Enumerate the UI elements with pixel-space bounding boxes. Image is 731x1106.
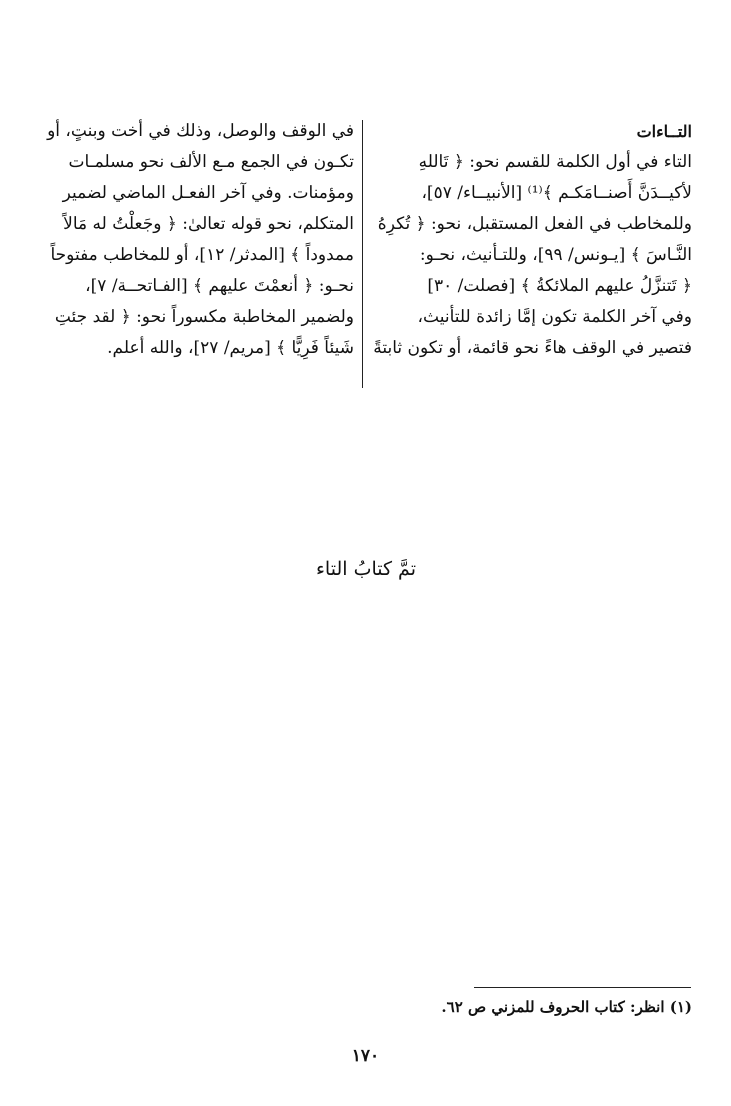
section-heading: التــاءات — [636, 122, 692, 141]
text-line: فتصير في الوقف هاءً نحو قائمة، أو تكون ثابتةً — [373, 338, 692, 358]
text-line: وللمخاطب في الفعل المستقبل، نحو: ﴿ تُكرِهُ — [377, 214, 692, 234]
book-end-note: تمَّ كتابُ التاء — [316, 558, 416, 580]
text-line: ﴿ تَتنزَّلُ عليهم الملائكةُ ﴾ [فصلت/ ٣٠] — [427, 276, 692, 296]
text-line: في الوقف والوصل، وذلك في أخت وبنتٍ، أو — [47, 121, 354, 141]
text-line: نحـو: ﴿ أنعمْتَ عليهم ﴾ [الفـاتحــة/ ٧]، — [85, 276, 354, 296]
footnote-divider — [474, 987, 691, 988]
text-line: وفي آخر الكلمة تكون إمَّا زائدة للتأنيث، — [417, 307, 692, 327]
column-divider — [362, 120, 363, 388]
text-line: المتكلم، نحو قوله تعالىٰ: ﴿ وجَعلْتُ له مَالاً — [63, 214, 354, 234]
footnote: (١) انظر: كتاب الحروف للمزني ص ٦٢. — [441, 998, 692, 1016]
text-line: ولضمير المخاطبة مكسوراً نحو: ﴿ لقد جئتِ — [54, 307, 354, 327]
text-line: ومؤمنات. وفي آخر الفعـل الماضي لضمير — [62, 183, 354, 203]
right-text-column — [372, 116, 692, 364]
text-line: النَّـاسَ ﴾ [يـونس/ ٩٩]، وللتـأنيث، نحـو: — [419, 245, 692, 265]
text-line: ممدوداً ﴾ [المدثر/ ١٢]، أو للمخاطب مفتوحاً — [50, 245, 354, 265]
page-number: ١٧٠ — [351, 1046, 380, 1066]
text-line: تكـون في الجمع مـع الألف نحو مسلمـات — [68, 152, 354, 172]
text-line: التاء في أول الكلمة للقسم نحو: ﴿ تَاللهِ — [418, 152, 692, 172]
left-text-column — [47, 116, 354, 364]
text-line: شَيئاً فَرِيًّا ﴾ [مريم/ ٢٧]، والله أعلم. — [107, 338, 354, 358]
text-line: لأكيــدَنَّ أَصنــامَكـم ﴾⁽¹⁾ [الأنبيــاء/ ٥٧]، — [421, 183, 692, 203]
